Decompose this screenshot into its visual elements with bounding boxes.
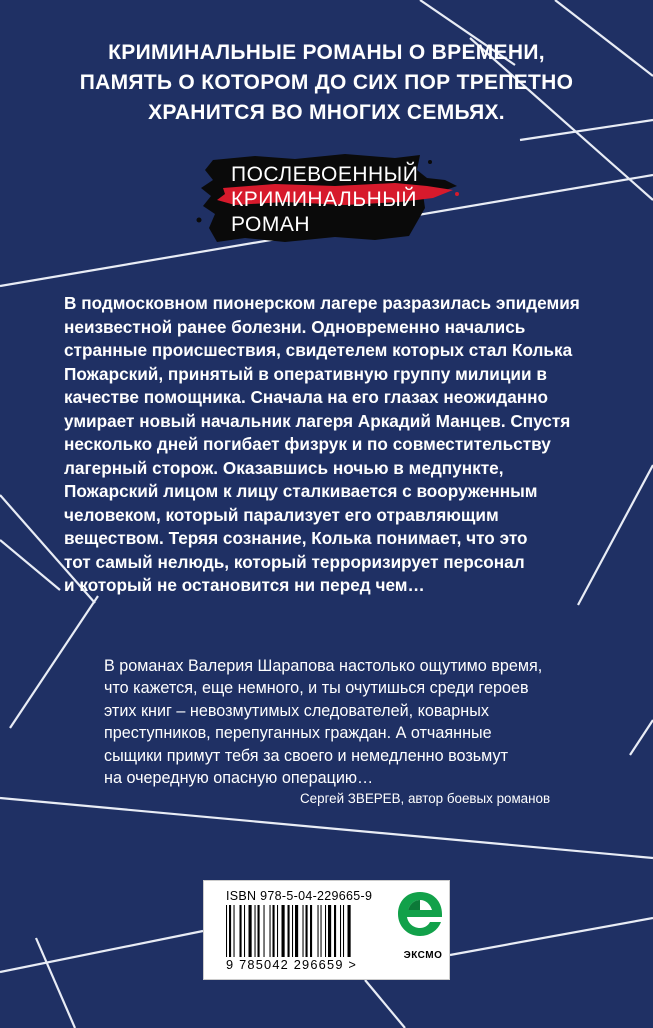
annotation-line: лагерный сторож. Оказавшись ночью в медпункте,	[64, 457, 504, 478]
annotation-line: неизвестной ранее болезни. Одновременно начались	[64, 316, 526, 337]
series-title	[231, 162, 418, 237]
quote-line: что кажется, еще немного, и ты очутишься среди героев	[104, 679, 529, 698]
book-annotation	[64, 292, 604, 598]
annotation-line: человеком, который парализует его отравляющим	[64, 504, 499, 525]
annotation-line: В подмосковном пионерском лагере разразилась эпидемия	[64, 293, 580, 313]
isbn-number: ISBN 978-5-04-229665-9	[226, 889, 373, 903]
tagline-line-1: КРИМИНАЛЬНЫЕ РОМАНЫ О ВРЕМЕНИ,	[108, 41, 545, 64]
quote-author: Сергей ЗВЕРЕВ, автор боевых романов	[300, 791, 551, 806]
series-badge	[195, 150, 465, 250]
quote-line: на очередную опасную операцию…	[104, 769, 374, 788]
quote-line: В романах Валерия Шарапова настолько ощутимо время,	[104, 657, 543, 675]
annotation-line: и который не остановится ни перед чем…	[64, 575, 425, 595]
annotation-line: странные происшествия, свидетелем которых стал Колька	[64, 340, 573, 360]
quote-line: сыщики примут тебя за своего и немедленно возьмут	[104, 746, 508, 765]
annotation-line: Пожарский, принятый в оперативную группу милиции в	[64, 363, 547, 384]
tagline-line-3: ХРАНИТСЯ ВО МНОГИХ СЕМЬЯХ.	[148, 101, 505, 124]
barcode-icon	[226, 905, 388, 957]
series-line-1: ПОСЛЕВОЕННЫЙ	[231, 163, 419, 186]
publisher-name: ЭКСМО	[403, 950, 443, 961]
annotation-line: Пожарский лицом к лицу сталкивается с вооруженным	[64, 481, 538, 501]
annotation-line: качестве помощника. Сначала на его глазах неожиданно	[64, 387, 549, 407]
annotation-line: тот самый нелюдь, который терроризирует персонал	[64, 551, 525, 572]
tagline	[60, 38, 593, 128]
tagline-line-2: ПАМЯТЬ О КОТОРОМ ДО СИХ ПОР ТРЕПЕТНО	[79, 71, 574, 94]
series-line-3: РОМАН	[231, 213, 311, 236]
annotation-line: умирает новый начальник лагеря Аркадий Манцев. Спустя	[64, 410, 571, 431]
annotation-line: веществом. Теряя сознание, Колька понимает, что это	[64, 528, 528, 548]
quote-line: этих книг – невозмутимых следователей, коварных	[104, 701, 489, 720]
annotation-line: несколько дней погибает физрук и по совместительству	[64, 434, 551, 454]
series-line-2: КРИМИНАЛЬНЫЙ	[231, 188, 417, 211]
review-quote	[104, 655, 604, 789]
quote-line: преступников, перепуганных граждан. А отчаянные	[104, 724, 492, 743]
barcode-digits: 9 785042 296659 >	[226, 957, 358, 972]
